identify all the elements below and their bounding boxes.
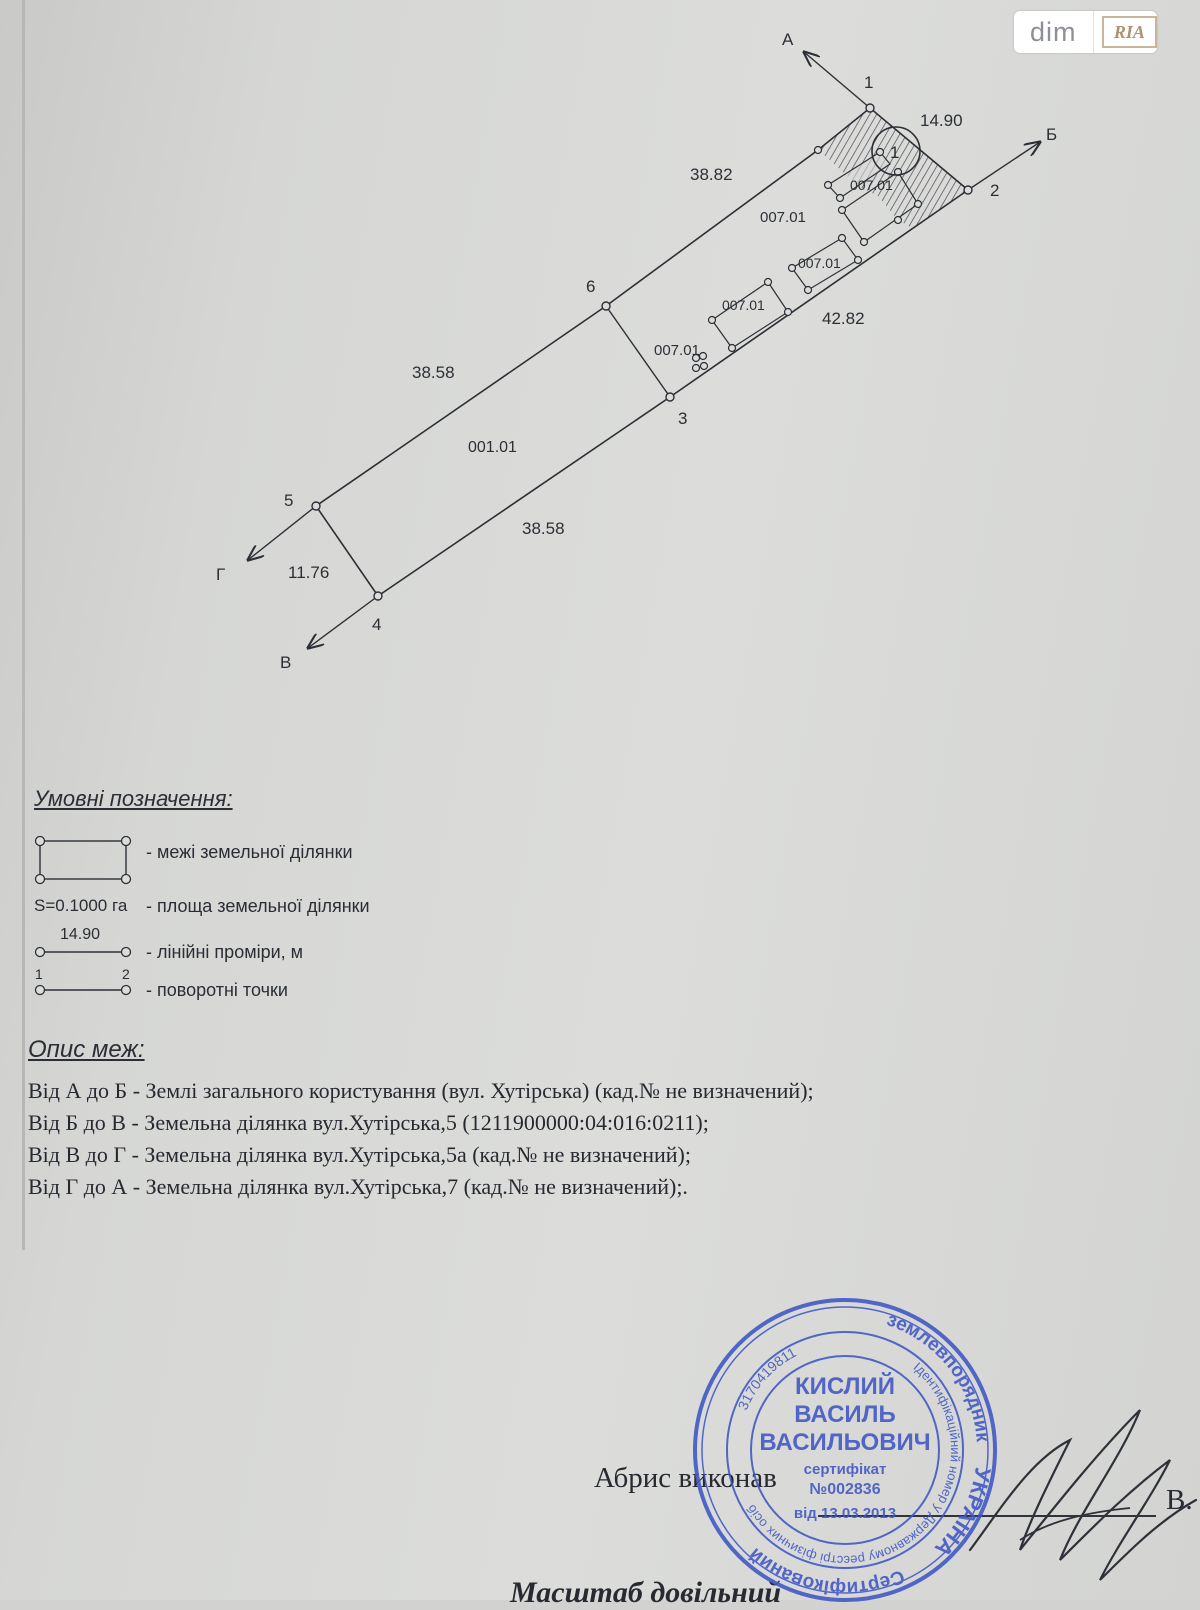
stamp-outer-ring-text: УКРАЇНА <box>930 1465 996 1563</box>
scale-note: Масштаб довільний <box>510 1576 782 1609</box>
parcel-code-d: 007.01 <box>722 297 765 313</box>
watermark-dim: dim <box>1030 16 1077 47</box>
dimension-top-lower: 38.58 <box>412 363 455 382</box>
stamp-name-line3: ВАСИЛЬОВИЧ <box>759 1429 931 1456</box>
direction-line-g <box>248 506 316 560</box>
boundary-b-v: Від Б до В - Земельна ділянка вул.Хутірська,5 (1211900000:04:016:0211); <box>28 1110 709 1135</box>
parcel-code-a: 007.01 <box>850 177 893 193</box>
stamp-name-line1: КИСЛИЙ <box>795 1373 895 1400</box>
boundary-v-g: Від В до Г - Земельна ділянка вул.Хутірська,5а (кад.№ не визначений); <box>28 1142 691 1167</box>
turning-point-1 <box>866 104 874 112</box>
parcel-code-c: 007.01 <box>798 255 841 271</box>
boundary-g-a: Від Г до А - Земельна ділянка вул.Хутірська,7 (кад.№ не визначений);. <box>28 1174 688 1199</box>
parcel-code-main: 001.01 <box>468 439 517 456</box>
direction-b-label: Б <box>1046 125 1058 144</box>
stamp-outer-ring-right: Сертифікований <box>745 1543 908 1599</box>
point-1-label: 1 <box>864 73 874 92</box>
turning-symbol <box>30 980 140 1000</box>
dimension-top-upper: 38.82 <box>690 165 733 184</box>
legend-turning-text: - поворотні точки <box>146 980 288 1000</box>
stamp-cert-label: сертифікат <box>803 1461 887 1478</box>
parcel-code-b: 007.01 <box>760 209 806 226</box>
boundary-a-b: Від А до Б - Землі загального користування (вул. Хутірська) (кад.№ не визначений); <box>28 1078 814 1103</box>
signature-initial: В. <box>1166 1484 1193 1516</box>
point-6-label: 6 <box>586 277 596 296</box>
legend-area-text: - площа земельної ділянки <box>146 896 370 916</box>
direction-v-label: В <box>280 653 292 672</box>
direction-g-label: Г <box>216 565 226 584</box>
boundary-description-title: Опис меж: <box>28 1036 145 1063</box>
handwritten-signature <box>960 1400 1200 1600</box>
turning-point-5 <box>312 502 320 510</box>
legend-boundary-text: - межі земельної ділянки <box>146 842 353 862</box>
turning-point-2 <box>964 186 972 194</box>
turning-point-6 <box>602 302 610 310</box>
stamp-id-number: 3170419811 <box>734 1343 799 1413</box>
dimension-right-lower: 38.58 <box>522 519 565 538</box>
point-3-label: 3 <box>678 409 688 428</box>
signature-label: Абрис виконав <box>594 1462 777 1494</box>
stamp-outer-ring-left: землевпорядник <box>884 1309 993 1443</box>
direction-line-a <box>804 52 870 108</box>
direction-a-label: А <box>782 30 794 49</box>
dimension-right-upper: 42.82 <box>822 309 865 328</box>
turning-point-4 <box>374 592 382 600</box>
linear-symbol <box>30 942 140 962</box>
structure-d <box>712 282 788 348</box>
legend-sample-start: 1 <box>35 966 43 982</box>
legend-title: Умовні позначення: <box>34 786 233 811</box>
legend-area-sample: S=0.1000 га <box>34 896 128 915</box>
legend-turning <box>30 966 490 1010</box>
point-4-label: 4 <box>372 615 382 634</box>
point-2-label: 2 <box>990 181 1000 200</box>
point-5-label: 5 <box>284 491 294 510</box>
turning-point-3 <box>666 393 674 401</box>
watermark-ria-logo: RIA <box>1102 16 1157 48</box>
legend-sample-end: 2 <box>122 966 130 982</box>
stamp-name-line2: ВАСИЛЬ <box>794 1401 896 1428</box>
parcel-code-e: 007.01 <box>654 342 700 359</box>
dimension-4-5: 11.76 <box>288 563 330 582</box>
legend-linear-text: - лінійні проміри, м <box>146 942 304 962</box>
direction-line-b <box>968 142 1040 190</box>
land-plot-plan <box>0 0 1200 700</box>
dimension-1-2: 14.90 <box>920 111 963 130</box>
boundary-symbol <box>30 836 140 886</box>
stamp-cert-date: від 13.03.2013 <box>793 1505 897 1522</box>
legend-sample-length: 14.90 <box>60 926 101 943</box>
stamp-cert-number: №002836 <box>809 1481 881 1498</box>
stamp-inner-ring-text: Ідентифікаційний номер у Державному реєстрі фізичних осіб <box>743 1359 964 1569</box>
legend-boundary <box>30 836 490 886</box>
direction-line-v <box>308 596 378 648</box>
plot-marker-number: 1 <box>890 143 900 162</box>
